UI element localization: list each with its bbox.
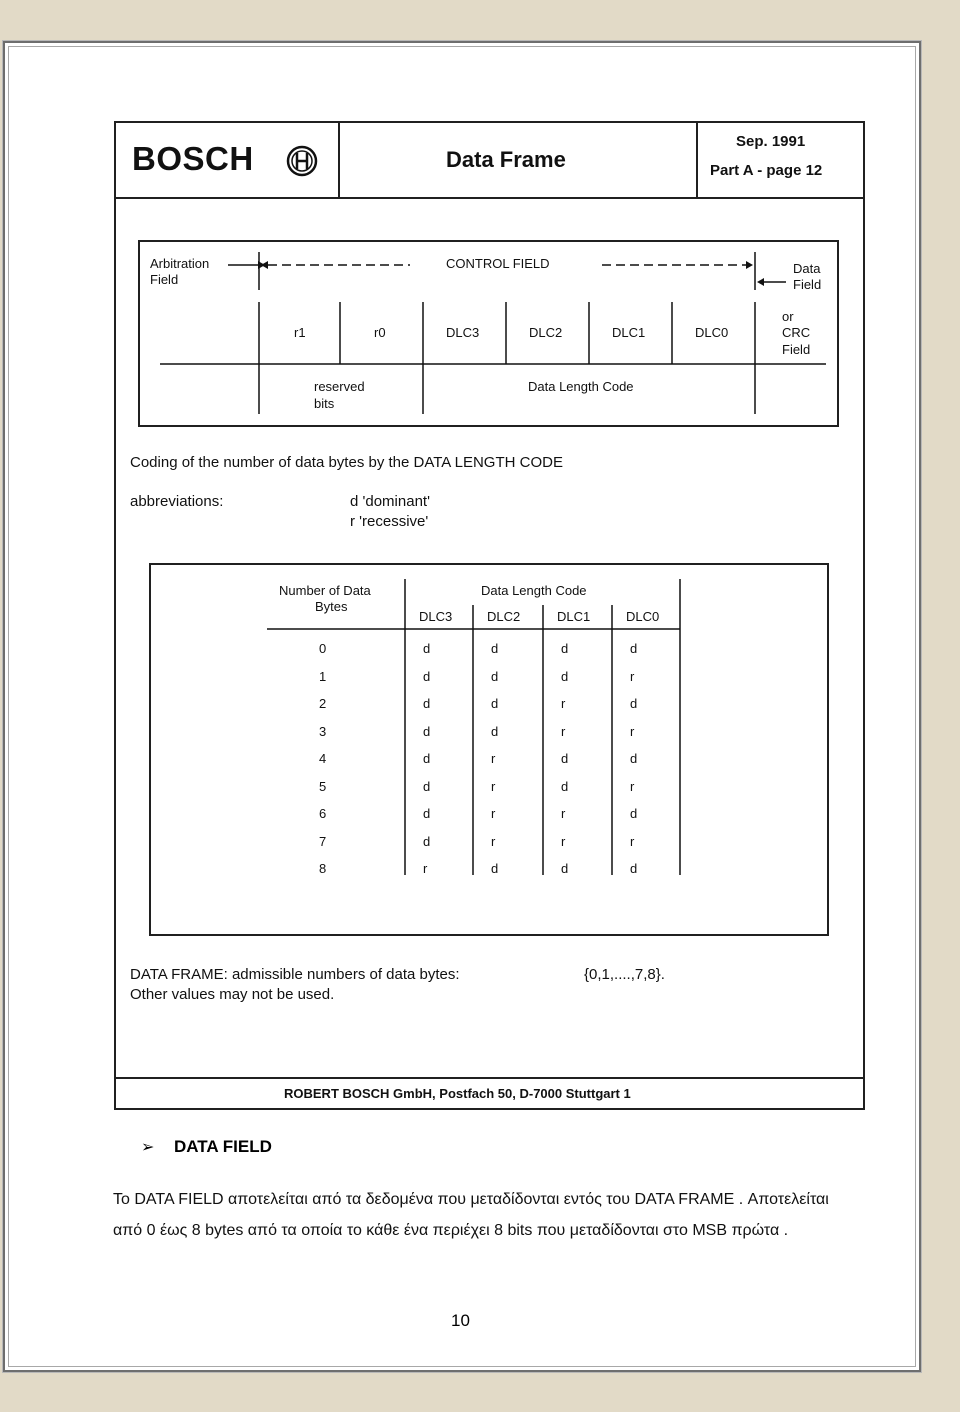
abbreviations-label: abbreviations: (130, 493, 224, 510)
dlc-table-box (149, 563, 829, 936)
table-cell-bit: r (561, 723, 566, 739)
reserved-label-2: bits (314, 396, 335, 411)
table-cell-bit: d (423, 723, 431, 739)
th-dlc2: DLC2 (487, 609, 521, 624)
or-label: or (782, 309, 794, 324)
coding-title: Coding of the number of data bytes by the DATA LENGTH CODE (130, 454, 563, 471)
bullet-arrow-icon: ➢ (141, 1139, 155, 1156)
table-cell-bit: d (423, 751, 431, 766)
table-cell-bytes: 7 (319, 833, 327, 849)
other-values-note: Other values may not be used. (130, 986, 335, 1003)
bosch-address: ROBERT BOSCH GmbH, Postfach 50, D-7000 Stuttgart 1 (284, 1086, 631, 1101)
table-cell-bit: r (491, 778, 496, 794)
bosch-armature-logo-icon (286, 145, 318, 177)
table-cell-bit: d (423, 806, 431, 821)
table-cell-bytes: 0 (319, 641, 327, 656)
spec-title: Data Frame (446, 147, 566, 172)
table-cell-bit: d (423, 833, 431, 849)
table-cell-bytes: 6 (319, 806, 327, 821)
table-cell-bit: d (630, 641, 638, 656)
bit-dlc2: DLC2 (529, 325, 563, 340)
table-cell-bit: d (491, 668, 499, 684)
table-cell-bit: r (491, 751, 496, 766)
table-cell-bit: d (561, 751, 569, 766)
col-number-label-1: Number of Data (279, 583, 371, 598)
th-dlc0: DLC0 (626, 609, 660, 624)
table-cell-bytes: 8 (319, 861, 327, 876)
body-paragraph: Το DATA FIELD αποτελείται από τα δεδομένα που μεταδίδονται εντός του DATA FRAME . Αποτελείται από 0 έως 8 bytes από τα οποία το κάθε ένα περιέχει 8 bits που μεταδίδονται στο MSB πρώτα . (113, 1191, 829, 1239)
abbr-dominant: d 'dominant' (350, 493, 430, 510)
table-cell-bit: d (423, 641, 431, 656)
col-dlc-label: Data Length Code (481, 583, 587, 598)
table-cell-bit: d (630, 806, 638, 821)
table-cell-bit: r (630, 668, 635, 684)
table-cell-bit: r (491, 833, 496, 849)
table-cell-bit: d (491, 723, 499, 739)
table-cell-bit: d (423, 696, 431, 711)
arbitration-label-1: Arbitration (150, 256, 210, 271)
bit-r1: r1 (294, 325, 306, 340)
control-field-diagram (138, 240, 839, 427)
table-cell-bit: d (630, 696, 638, 711)
table-cell-bit: r (561, 833, 566, 849)
table-cell-bit: d (630, 751, 638, 766)
admissible-set: {0,1,....,7,8}. (584, 966, 665, 983)
bosch-spec-scan (114, 121, 865, 1110)
table-cell-bit: r (630, 833, 635, 849)
control-field-label: CONTROL FIELD (446, 256, 550, 271)
section-heading: DATA FIELD (174, 1137, 272, 1156)
bit-dlc3: DLC3 (446, 325, 480, 340)
table-cell-bit: d (561, 641, 569, 656)
header-brand-cell (116, 123, 340, 197)
table-cell-bit: d (491, 696, 499, 711)
table-cell-bit: d (561, 861, 569, 876)
table-cell-bytes: 4 (319, 751, 327, 766)
table-cell-bit: r (630, 778, 635, 794)
data-field-label-2: Field (793, 277, 822, 292)
bosch-wordmark: BOSCH (132, 140, 254, 177)
table-cell-bit: r (561, 806, 566, 821)
table-cell-bit: d (630, 861, 638, 876)
th-dlc1: DLC1 (557, 609, 591, 624)
bit-dlc0: DLC0 (695, 325, 729, 340)
table-cell-bytes: 5 (319, 778, 327, 794)
data-field-label-1: Data (793, 261, 821, 276)
table-cell-bit: d (561, 668, 569, 684)
spec-page-ref: Part A - page 12 (710, 162, 823, 179)
table-cell-bytes: 3 (319, 723, 327, 739)
crc-label: CRC (782, 325, 811, 340)
table-cell-bytes: 2 (319, 696, 327, 711)
table-cell-bit: d (423, 778, 431, 794)
table-cell-bit: d (561, 778, 569, 794)
spec-date: Sep. 1991 (736, 133, 806, 150)
table-cell-bit: r (491, 806, 496, 821)
page-number: 10 (451, 1311, 470, 1330)
spec-footer (116, 1077, 863, 1110)
table-cell-bit: d (491, 861, 499, 876)
bit-dlc1: DLC1 (612, 325, 646, 340)
table-cell-bit: d (423, 668, 431, 684)
table-cell-bytes: 1 (319, 668, 327, 684)
col-number-label-2: Bytes (315, 599, 348, 614)
crc-field-label: Field (782, 342, 811, 357)
table-cell-bit: r (561, 696, 566, 711)
arbitration-label-2: Field (150, 272, 179, 287)
table-cell-bit: r (630, 723, 635, 739)
table-cell-bit: r (423, 861, 428, 876)
data-length-code-label: Data Length Code (528, 379, 634, 394)
abbr-recessive: r 'recessive' (350, 513, 429, 530)
admissible-bytes-text: DATA FRAME: admissible numbers of data bytes: (130, 966, 460, 983)
bit-r0: r0 (374, 325, 386, 340)
reserved-label-1: reserved (314, 379, 365, 394)
th-dlc3: DLC3 (419, 609, 453, 624)
spec-header (116, 123, 863, 199)
table-cell-bit: d (491, 641, 499, 656)
